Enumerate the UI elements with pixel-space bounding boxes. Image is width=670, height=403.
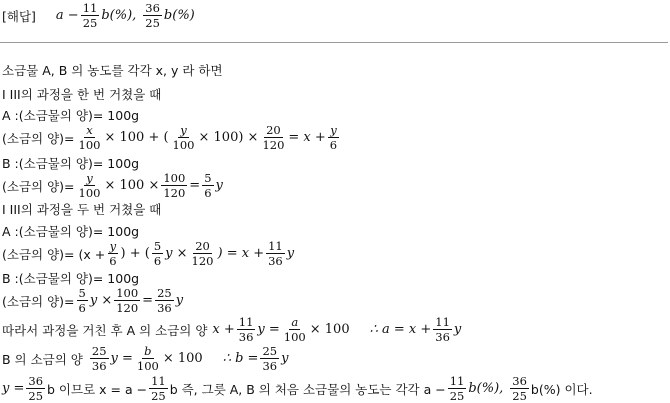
concl-b-frac-2: $\frac{b}{100}$ (136, 344, 159, 374)
conclusion-b: B 의 소금의 양 $\frac{25}{36}$ y = $\frac{b}{100}$ × 100 ∴ b = $\frac{25}{36}$ y (2, 344, 289, 374)
step1-a-frac-4: $\frac{y}{6}$ (329, 123, 338, 153)
step2-title: I III의 과정을 두 번 거쳤을 때 (2, 202, 162, 217)
concl-b-frac-1: $\frac{25}{36}$ (91, 344, 107, 374)
final-frac-3: $\frac{11}{25}$ (449, 374, 465, 403)
step1-a-frac-1: $\frac{x}{100}$ (78, 123, 101, 153)
final-frac-1: $\frac{36}{25}$ (28, 374, 44, 403)
step1-a-label: A :(소금물의 양)= 100g (2, 108, 140, 123)
solution-intro: 소금물 A, B 의 농도를 각각 x, y 라 하면 (2, 63, 223, 78)
step1-b-frac-3: $\frac{5}{6}$ (204, 171, 212, 201)
step1-b-label: B :(소금물의 양)= 100g (2, 156, 140, 171)
answer-label: [해답] (2, 8, 36, 24)
conclusion-a: 따라서 과정을 거친 후 A 의 소금의 양 x + $\frac{11}{36}$ y = $\frac{a}{100}$ × 100 ∴ a = x + $\frac{11}{36}$ y (2, 315, 462, 345)
step2-b-frac-1: $\frac{5}{6}$ (78, 286, 86, 316)
step1-a-salt: (소금의 양)= $\frac{x}{100}$ × 100 + ( $\frac{y}{100}$ × 100) × $\frac{20}{120}$ = x + $\frac{y}{6}$ (2, 123, 338, 153)
answer-b-pct-2: b(%) (163, 8, 195, 24)
step1-b-frac-1: $\frac{y}{100}$ (78, 171, 101, 201)
concl-b-frac-3: $\frac{25}{36}$ (262, 344, 278, 374)
final-frac-2: $\frac{11}{25}$ (151, 374, 166, 403)
final-conclusion: y = $\frac{36}{25}$ b 이므로 x = a − $\frac{11}{25}$ b 즉, 그릇 A, B 의 처음 소금물의 농도는 각각 a − $\frac{11}{25}$ b(%), $\frac{36}{25}$ b(%) 이다. (2, 374, 593, 403)
concl-a-frac-3: $\frac{11}{36}$ (435, 315, 450, 345)
step2-a-frac-4: $\frac{11}{36}$ (268, 239, 283, 269)
step1-a-frac-3: $\frac{20}{120}$ (262, 123, 285, 153)
step2-a-frac-2: $\frac{5}{6}$ (153, 239, 162, 269)
answer-line (2, 2, 195, 29)
answer-fraction-1: $\frac{11}{25}$ (82, 1, 98, 31)
step2-a-frac-1: $\frac{y}{6}$ (109, 239, 117, 269)
answer-b-pct: b(%), (101, 8, 137, 24)
divider (0, 42, 668, 43)
final-frac-4: $\frac{36}{25}$ (512, 374, 527, 403)
answer-fraction-2: $\frac{36}{25}$ (145, 1, 160, 31)
step2-a-frac-3: $\frac{20}{120}$ (191, 239, 214, 269)
step1-a-frac-2: $\frac{y}{100}$ (172, 123, 195, 153)
concl-a-frac-2: $\frac{a}{100}$ (283, 315, 306, 345)
step2-a-salt: (소금의 양)= (x + $\frac{y}{6}$ ) + ( $\frac{5}{6}$ y × $\frac{20}{120}$ ) = x + $\frac{11}{36}$ y (2, 239, 295, 269)
step2-a-label: A :(소금물의 양)= 100g (2, 224, 140, 239)
step1-b-salt: (소금의 양)= $\frac{y}{100}$ × 100 × $\frac{100}{120}$ = $\frac{5}{6}$ y (2, 171, 223, 201)
step2-b-frac-3: $\frac{25}{36}$ (157, 286, 172, 316)
step1-b-frac-2: $\frac{100}{120}$ (163, 171, 186, 201)
step2-b-label: B :(소금물의 양)= 100g (2, 271, 140, 286)
answer-a-expr: a − (55, 8, 79, 24)
step2-b-salt: (소금의 양)= $\frac{5}{6}$ y × $\frac{100}{120}$ = $\frac{25}{36}$ y (2, 286, 184, 316)
concl-a-frac-1: $\frac{11}{36}$ (238, 315, 254, 345)
step1-title: I III의 과정을 한 번 거쳤을 때 (2, 87, 162, 102)
step2-b-frac-2: $\frac{100}{120}$ (116, 286, 139, 316)
